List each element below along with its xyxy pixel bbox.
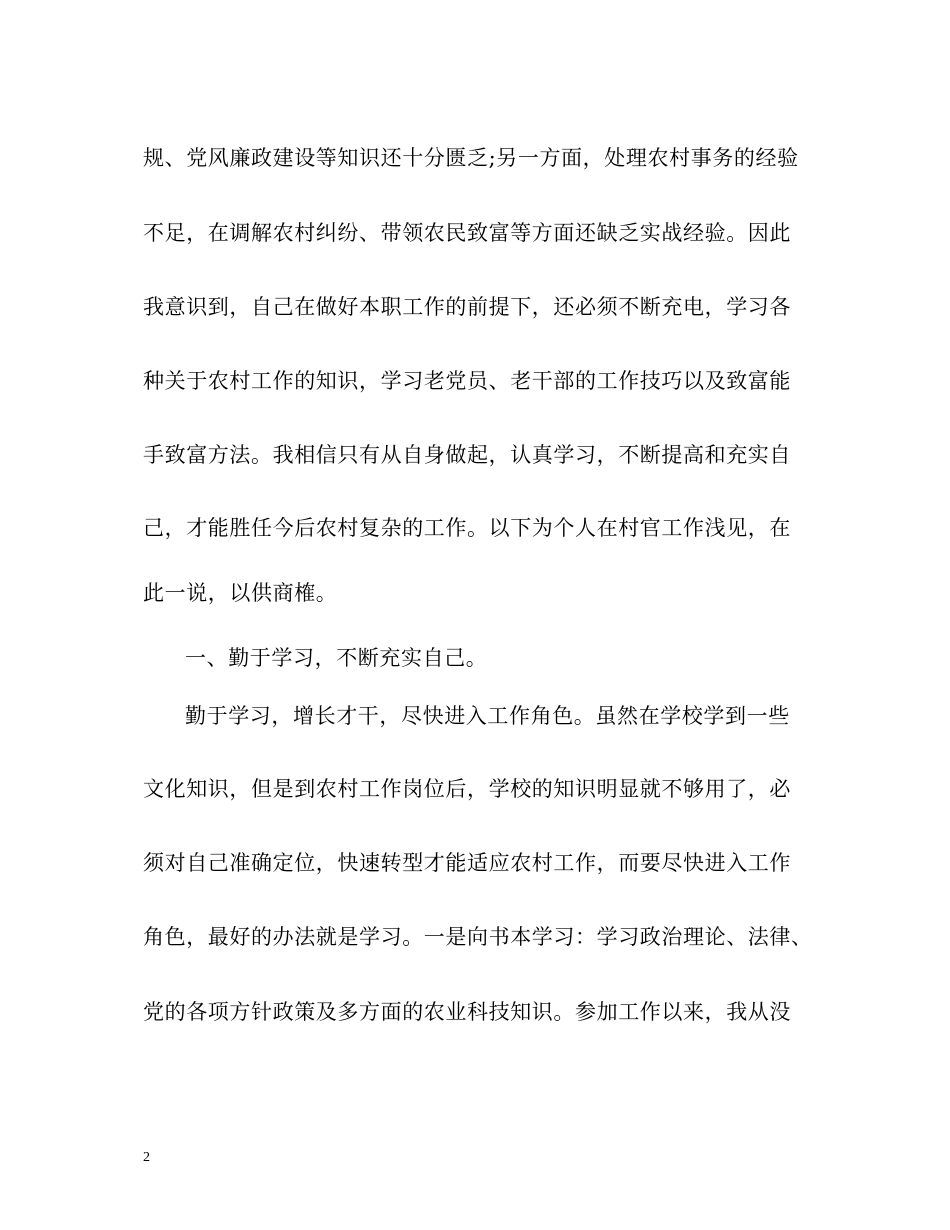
text-line: 文化知识，但是到农村工作岗位后，学校的知识明显就不够用了，必 — [143, 777, 791, 801]
text-line: 己，才能胜任今后农村复杂的工作。以下为个人在村官工作浅见，在 — [143, 516, 791, 540]
text-line: 角色，最好的办法就是学习。一是向书本学习：学习政治理论、法律、 — [143, 925, 813, 949]
text-line: 须对自己准确定位，快速转型才能适应农村工作，而要尽快进入工作 — [143, 851, 791, 875]
text-line: 种关于农村工作的知识，学习老党员、老干部的工作技巧以及致富能 — [143, 369, 791, 393]
text-line: 此一说，以供商榷。 — [143, 581, 338, 605]
text-line: 我意识到，自己在做好本职工作的前提下，还必须不断充电，学习各 — [143, 295, 791, 319]
section-heading: 一、勤于学习，不断充实自己。 — [185, 646, 488, 670]
text-line: 手致富方法。我相信只有从自身做起，认真学习，不断提高和充实自 — [143, 443, 791, 467]
page-number: 2 — [143, 1150, 150, 1165]
text-line: 勤于学习，增长才干，尽快进入工作角色。虽然在学校学到一些 — [185, 704, 790, 728]
text-line: 规、党风廉政建设等知识还十分匮乏;另一方面，处理农村事务的经验 — [143, 146, 799, 170]
text-line: 党的各项方针政策及多方面的农业科技知识。参加工作以来，我从没 — [143, 1000, 791, 1024]
text-line: 不足，在调解农村纠纷、带领农民致富等方面还缺乏实战经验。因此 — [143, 221, 791, 245]
